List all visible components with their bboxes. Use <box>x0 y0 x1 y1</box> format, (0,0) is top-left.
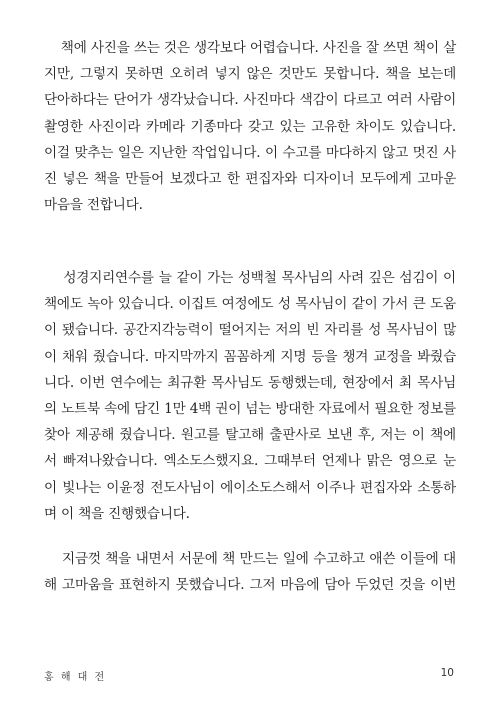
text-line: 진 넣은 책을 만들어 보겠다고 한 편집자와 디자이너 모두에게 고마운 <box>44 170 456 187</box>
text-line: 지금껏 책을 내면서 서문에 책 만드는 일에 수고하고 애쓴 이들에 대 <box>44 551 456 567</box>
text-line: 이 됐습니다. 공간지각능력이 떨어지는 저의 빈 자리를 성 목사님이 많 <box>44 322 456 339</box>
text-line: 서 빠져나왔습니다. 엑소도스했지요. 그때부터 언제나 맑은 영으로 눈 <box>44 453 456 470</box>
page-number: 10 <box>440 667 454 679</box>
text-line: 의 노트북 속에 담긴 1만 4백 권이 넘는 방대한 자료에서 필요한 정보를 <box>44 400 456 417</box>
text-line: 니다. 이번 연수에는 최규환 목사님도 동행했는데, 현장에서 최 목사님 <box>44 374 456 391</box>
paragraph-acknowledgement-closing <box>44 546 456 598</box>
running-title: 홍 해 대 전 <box>44 672 107 683</box>
text-line: 찾아 제공해 줬습니다. 원고를 탈고해 출판사로 보낸 후, 저는 이 책에 <box>44 427 456 444</box>
text-line: 지만, 그렇지 못하면 오히려 넣지 않은 것만도 못합니다. 책을 보는데 <box>44 66 456 83</box>
text-line: 단아하다는 단어가 생각났습니다. 사진마다 색감이 다르고 여러 사람이 <box>44 92 456 109</box>
text-line: 해 고마움을 표현하지 못했습니다. 그저 마음에 담아 두었던 것을 이번 <box>44 577 456 594</box>
paragraph-acknowledgement-colleagues <box>44 265 456 527</box>
text-line: 며 이 책을 진행했습니다. <box>44 505 190 522</box>
text-line: 성경지리연수를 늘 같이 가는 성백철 목사님의 사려 깊은 섬김이 이 <box>44 270 456 286</box>
text-line: 이걸 맞추는 일은 지난한 작업입니다. 이 수고를 마다하지 않고 멋진 사 <box>44 144 456 161</box>
paragraph-acknowledgement-photos <box>44 35 456 218</box>
text-line: 이 빛나는 이윤정 전도사님이 에이소도스해서 이주나 편집자와 소통하 <box>44 479 456 496</box>
text-line: 촬영한 사진이라 카메라 기종마다 갖고 있는 고유한 차이도 있습니다. <box>44 118 456 135</box>
text-line: 마음을 전합니다. <box>44 197 143 214</box>
text-line: 책에도 녹아 있습니다. 이집트 여정에도 성 목사님이 같이 가서 큰 도움 <box>44 296 456 313</box>
text-line: 책에 사진을 쓰는 것은 생각보다 어렵습니다. 사진을 잘 쓰면 책이 살 <box>44 40 456 56</box>
text-line: 이 채워 줬습니다. 마지막까지 꼼꼼하게 지명 등을 챙겨 교정을 봐줬습 <box>44 348 456 365</box>
